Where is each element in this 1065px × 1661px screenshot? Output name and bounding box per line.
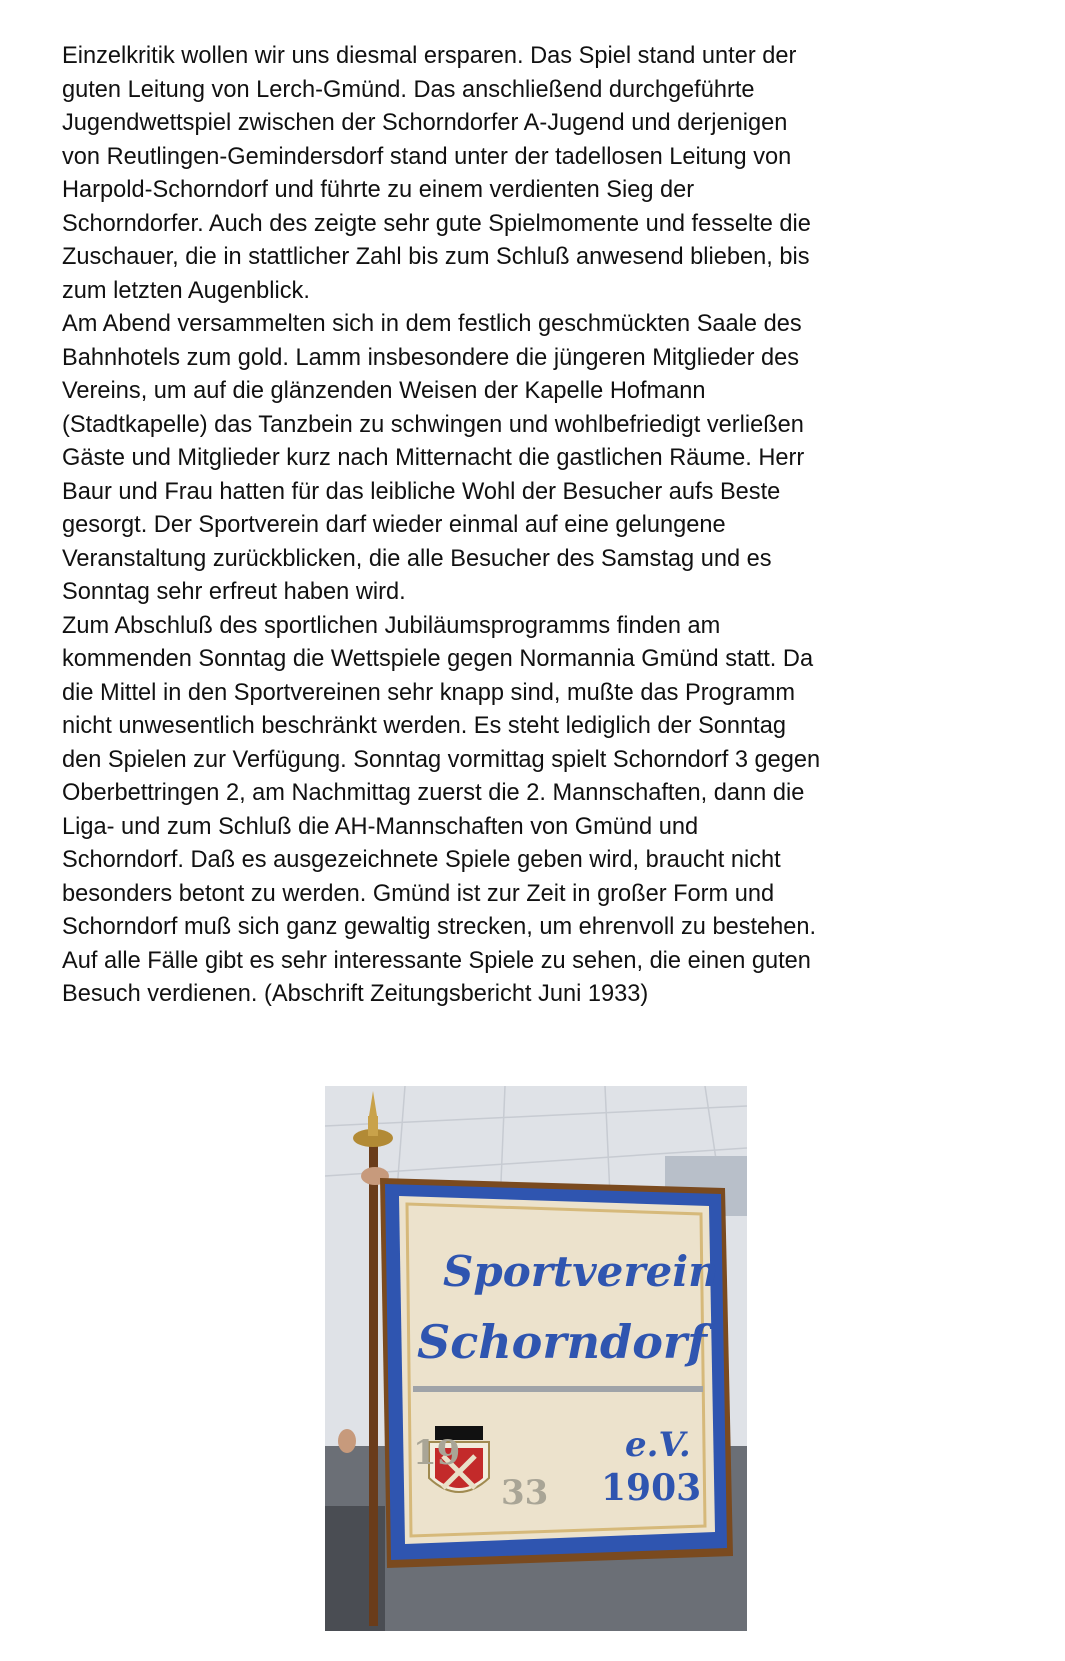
article-line: Oberbettringen 2, am Nachmittag zuerst die 2. Mannschaften, dann die: [62, 780, 805, 806]
article-line: Veranstaltung zurückblicken, die alle Besucher des Samstag und es: [62, 545, 772, 572]
article-line: Vereins, um auf die glänzenden Weisen der Kapelle Hofmann: [62, 378, 706, 404]
article-line: Sonntag sehr erfreut haben wird.: [62, 579, 406, 605]
article-line: Jugendwettspiel zwischen der Schorndorfer A-Jugend und derjenigen: [62, 110, 788, 136]
article-line: Auf alle Fälle gibt es sehr interessante Spiele zu sehen, die einen guten: [62, 947, 811, 974]
article-line: Schorndorfer. Auch des zeigte sehr gute Spielmomente und fesselte die: [62, 210, 811, 237]
article-line: Zum Abschluß des sportlichen Jubiläumsprogramms finden am: [62, 612, 721, 639]
banner-photo-svg: [325, 1086, 747, 1631]
article-line: die Mittel in den Sportvereinen sehr knapp sind, mußte das Programm: [62, 679, 796, 706]
article-line: guten Leitung von Lerch-Gmünd. Das anschließend durchgeführte: [62, 76, 755, 103]
article-text: [62, 40, 1022, 1012]
article-line: zum letzten Augenblick.: [62, 277, 310, 304]
banner-year-left-a: 19: [413, 1433, 461, 1473]
hand: [338, 1429, 356, 1453]
article-line: (Stadtkapelle) das Tanzbein zu schwingen und wohlbefriedigt verließen: [62, 411, 804, 438]
article-line: besonders betont zu werden. Gmünd ist zur Zeit in großer Form und: [62, 880, 775, 907]
article-line: Schorndorf muß sich ganz gewaltig strecken, um ehrenvoll zu bestehen.: [62, 914, 817, 940]
article-line: Gäste und Mitglieder kurz nach Mitternacht die gastlichen Räume. Herr: [62, 445, 805, 471]
banner-text-line1: Sportverein: [443, 1247, 719, 1296]
article-line: den Spielen zur Verfügung. Sonntag vormittag spielt Schorndorf 3 gegen: [62, 746, 821, 773]
article-line: Zuschauer, die in stattlicher Zahl bis zum Schluß anwesend blieben, bis: [62, 244, 810, 270]
article-line: Einzelkritik wollen wir uns diesmal ersparen. Das Spiel stand unter der: [62, 43, 797, 69]
article-line: Am Abend versammelten sich in dem festlich geschmückten Saale des: [62, 311, 802, 337]
article-line: gesorgt. Der Sportverein darf wieder einmal auf eine gelungene: [62, 512, 726, 538]
article-line: von Reutlingen-Gemindersdorf stand unter der tadellosen Leitung von: [62, 143, 792, 170]
banner-photo: [325, 1086, 747, 1631]
article-line: nicht unwesentlich beschränkt werden. Es steht lediglich der Sonntag: [62, 713, 786, 739]
article-line: Liga- und zum Schluß die AH-Mannschaften von Gmünd und: [62, 813, 699, 840]
article-line: kommenden Sonntag die Wettspiele gegen Normannia Gmünd statt. Da: [62, 646, 814, 672]
banner-ev: e.V.: [625, 1425, 691, 1465]
banner-rule: [413, 1386, 703, 1392]
article-line: Bahnhotels zum gold. Lamm insbesondere die jüngeren Mitglieder des: [62, 344, 800, 371]
article-line: Besuch verdienen. (Abschrift Zeitungsbericht Juni 1933): [62, 981, 649, 1007]
banner-year-right: 1903: [601, 1467, 702, 1509]
article-line: Baur und Frau hatten für das leibliche Wohl der Besucher aufs Beste: [62, 478, 781, 505]
banner-text-line2: Schorndorf: [417, 1315, 707, 1369]
article-line: Schorndorf. Daß es ausgezeichnete Spiele geben wird, braucht nicht: [62, 847, 781, 873]
article-line: Harpold-Schorndorf und führte zu einem verdienten Sieg der: [62, 177, 695, 203]
banner-year-left-b: 33: [501, 1473, 549, 1513]
flag-pole: [369, 1126, 378, 1626]
